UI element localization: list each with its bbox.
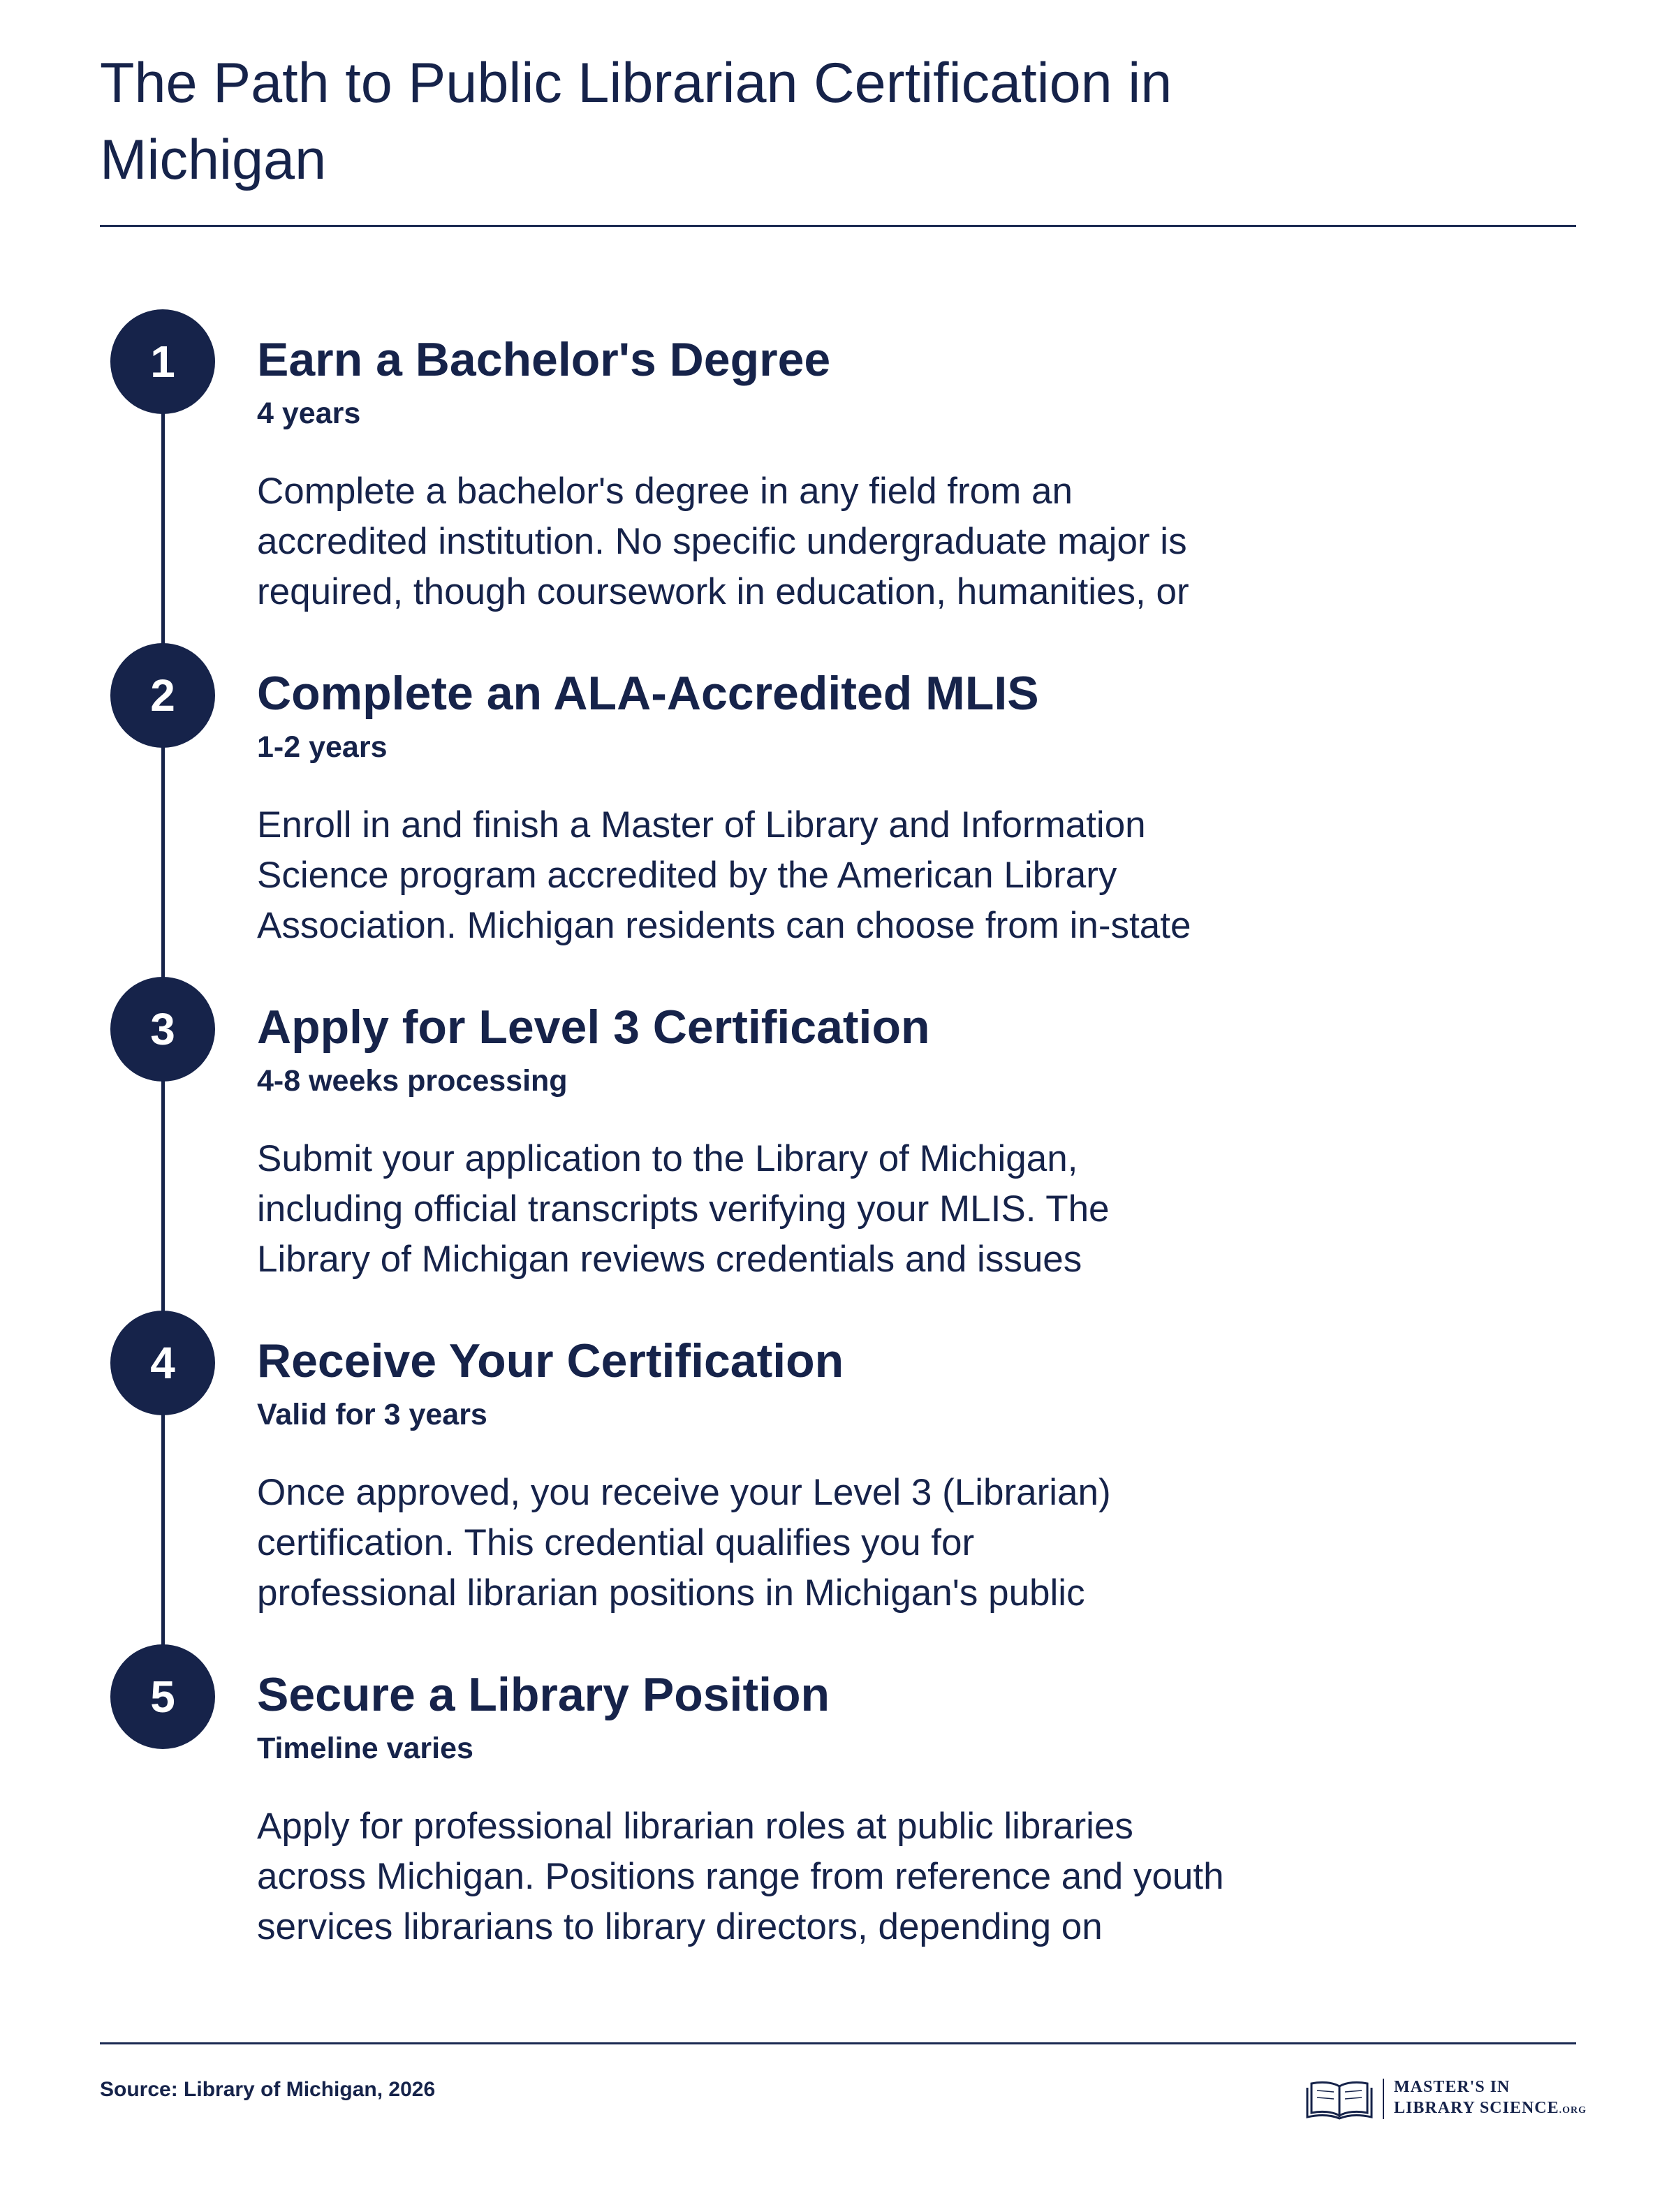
step-description-line: professional librarian positions in Michigan's public (257, 1572, 1085, 1614)
footer-divider (100, 2042, 1576, 2044)
header-divider (100, 225, 1576, 227)
step-description-line: required, though coursework in education, humanities, or (257, 571, 1189, 612)
step-number-badge: 5 (110, 1644, 215, 1749)
step-description (257, 1134, 1374, 1285)
page-title-line-2: Michigan (100, 128, 327, 191)
step-description-line: services librarians to library directors, depending on (257, 1906, 1103, 1947)
step-number-badge: 2 (110, 643, 215, 748)
step-description-line: Science program accredited by the American Library (257, 855, 1117, 896)
step-description-line: Association. Michigan residents can choose from in-state (257, 905, 1191, 946)
step-duration: 4 years (257, 397, 361, 430)
step-description (257, 1468, 1374, 1619)
step-duration: 4-8 weeks processing (257, 1064, 568, 1098)
step-description (257, 800, 1374, 951)
step-duration: Timeline varies (257, 1732, 473, 1765)
step-description-line: including official transcripts verifying your MLIS. The (257, 1188, 1110, 1230)
step-description-line: Complete a bachelor's degree in any field from an (257, 471, 1073, 512)
step-number-badge: 1 (110, 309, 215, 414)
step-description (257, 466, 1374, 617)
step-description-line: Enroll in and finish a Master of Library and Information (257, 804, 1146, 846)
page-title (100, 45, 1427, 198)
open-book-icon (1306, 2078, 1373, 2120)
step-description (257, 1801, 1374, 1952)
site-logo (1306, 2071, 1587, 2127)
step-description-line: Library of Michigan reviews credentials and issues (257, 1239, 1082, 1280)
step-title: Secure a Library Position (257, 1668, 830, 1721)
step-number-badge: 3 (110, 977, 215, 1082)
step-title: Earn a Bachelor's Degree (257, 333, 831, 386)
step-description-line: Submit your application to the Library of Michigan, (257, 1138, 1078, 1179)
step-number-badge: 4 (110, 1311, 215, 1415)
step-description-line: Once approved, you receive your Level 3 (Librarian) (257, 1472, 1111, 1513)
step-duration: 1-2 years (257, 730, 388, 764)
logo-suffix: .ORG (1559, 2105, 1587, 2116)
step-description-line: across Michigan. Positions range from reference and youth (257, 1856, 1224, 1897)
logo-line-2-text: LIBRARY SCIENCE (1394, 2099, 1559, 2117)
step-title: Receive Your Certification (257, 1334, 844, 1387)
logo-line-2 (1394, 2097, 1587, 2121)
step-title: Apply for Level 3 Certification (257, 1001, 930, 1054)
page-title-line-1: The Path to Public Librarian Certification in (100, 52, 1173, 115)
step-duration: Valid for 3 years (257, 1398, 487, 1431)
step-description-line: Apply for professional librarian roles at public libraries (257, 1806, 1133, 1847)
step-description-line: accredited institution. No specific undergraduate major is (257, 521, 1187, 562)
logo-divider (1383, 2079, 1384, 2119)
step-description-line: certification. This credential qualifies you for (257, 1522, 975, 1563)
logo-wordmark (1394, 2077, 1587, 2121)
source-note: Source: Library of Michigan, 2026 (100, 2078, 436, 2101)
step-title: Complete an ALA-Accredited MLIS (257, 667, 1039, 720)
logo-line-1: MASTER'S IN (1394, 2078, 1510, 2096)
